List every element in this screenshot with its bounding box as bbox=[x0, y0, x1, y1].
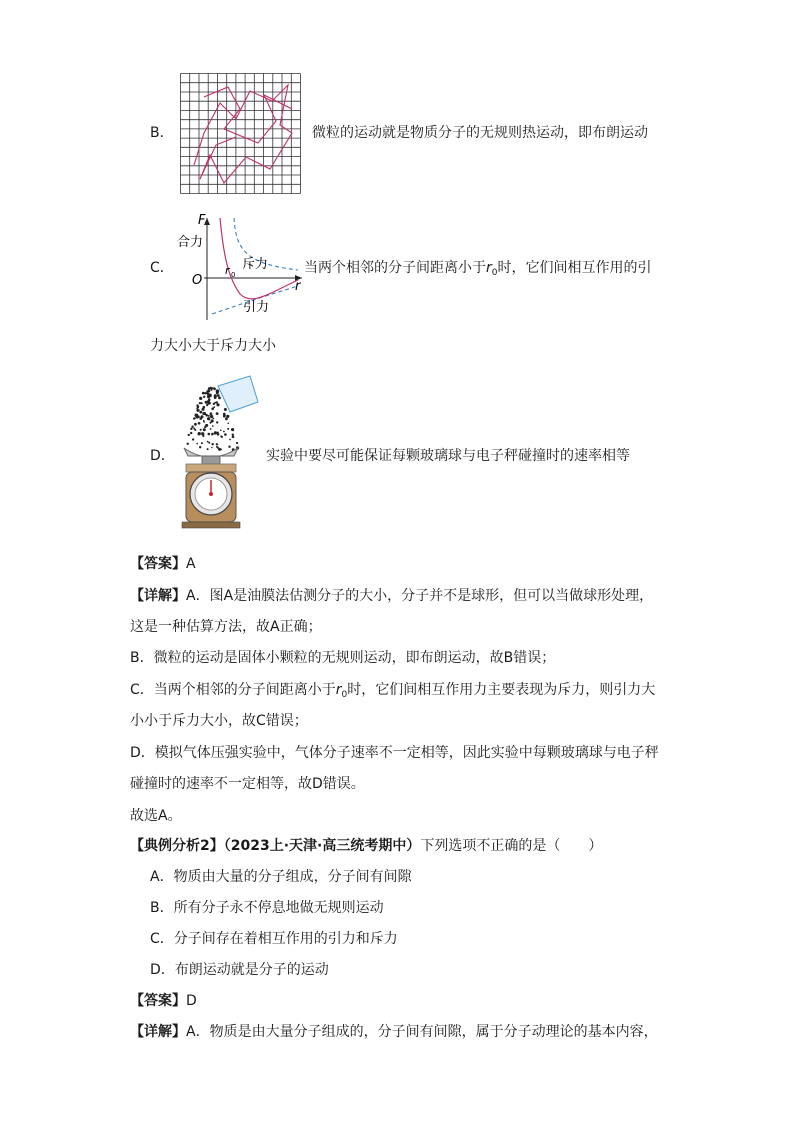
option-c-letter: C． bbox=[150, 260, 174, 276]
net-force-label: 合力 bbox=[177, 235, 204, 250]
detail-1-line-6: D．模拟气体压强实验中，气体分子速率不一定相等，因此实验中每颗玻璃球与电子秤 bbox=[130, 745, 659, 761]
axis-f-label: F bbox=[198, 213, 206, 228]
option-d-letter: D． bbox=[150, 448, 175, 464]
option-c-text-cont: 力大小大于斥力大小 bbox=[150, 338, 276, 354]
option-b-letter: B． bbox=[150, 125, 174, 141]
answer-1: 【答案】A bbox=[130, 556, 196, 572]
option-b-text: 微粒的运动就是物质分子的无规则热运动，即布朗运动 bbox=[312, 125, 648, 141]
attraction-label: 引力 bbox=[243, 300, 270, 315]
detail-1-line-4: C．当两个相邻的分子间距离小于$r_0$时，它们间相互作用力主要表现为斥力，则引力大 bbox=[130, 682, 656, 700]
scale-experiment-figure bbox=[174, 372, 266, 532]
option-d-text: 实验中要尽可能保证每颗玻璃球与电子秤碰撞时的速率相等 bbox=[266, 448, 630, 464]
example-2-option-c: C．分子间存在着相互作用的引力和斥力 bbox=[150, 931, 398, 947]
detail-1-line-1: 【详解】A．图A是油膜法估测分子的大小，分子并不是球形，但可以当做球形处理， bbox=[130, 588, 654, 604]
detail-1-line-2: 这是一种估算方法，故A正确； bbox=[130, 619, 322, 635]
brownian-motion-figure bbox=[180, 73, 304, 194]
molecular-force-graph bbox=[172, 210, 308, 328]
option-c-text: 当两个相邻的分子间距离小于$r_0$时，它们间相互作用的引 bbox=[304, 260, 652, 278]
detail-1-line-5: 小小于斥力大小，故C错误； bbox=[130, 713, 308, 729]
example-2-option-d: D．布朗运动就是分子的运动 bbox=[150, 962, 329, 978]
origin-label: O bbox=[192, 273, 203, 288]
detail-2-line-1: 【详解】A．物质是由大量分子组成的，分子间有间隙，属于分子动理论的基本内容， bbox=[130, 1024, 658, 1040]
repulsion-label: 斥力 bbox=[242, 257, 269, 272]
example-2-heading: 【典例分析2】（2023上·天津·高三统考期中）下列选项不正确的是（ ） bbox=[130, 838, 603, 854]
example-2-option-a: A．物质由大量的分子组成，分子间有间隙 bbox=[150, 869, 412, 885]
axis-r-label: r bbox=[295, 279, 301, 294]
example-2-option-b: B．所有分子永不停息地做无规则运动 bbox=[150, 900, 384, 916]
r0-sub-label: 0 bbox=[231, 271, 236, 279]
detail-1-line-7: 碰撞时的速率不一定相等，故D错误。 bbox=[130, 776, 365, 792]
particle-path-1 bbox=[194, 85, 292, 183]
detail-1-line-3: B．微粒的运动是固体小颗粒的无规则运动，即布朗运动，故B错误； bbox=[130, 650, 556, 666]
detail-1-line-8: 故选A。 bbox=[130, 808, 182, 824]
cup-icon bbox=[218, 376, 258, 412]
answer-2: 【答案】D bbox=[130, 993, 197, 1009]
r0-label: r bbox=[225, 264, 230, 277]
